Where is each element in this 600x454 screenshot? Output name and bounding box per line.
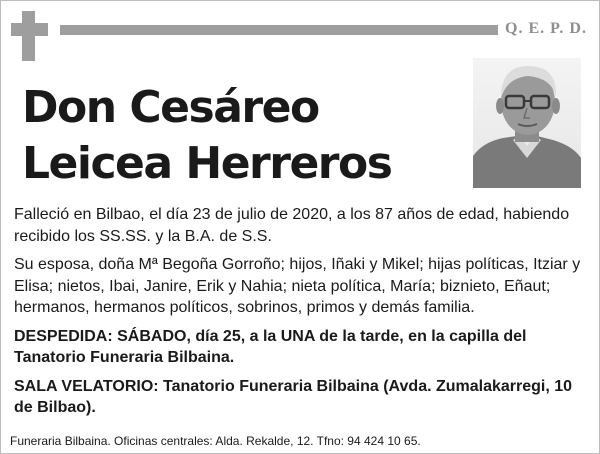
death-notice-paragraph: Falleció en Bilbao, el día 23 de julio de 2020, a los 87 años de edad, habiendo recibido los SS.SS. y la B.A. de S.S. bbox=[14, 206, 570, 245]
header-rule bbox=[60, 25, 498, 35]
funeral-home-footer: Funeraria Bilbaina. Oficinas centrales: Alda. Rekalde, 12. Tfno: 94 424 10 65. bbox=[10, 434, 421, 448]
family-paragraph: Su esposa, doña Mª Begoña Gorroño; hijos, Iñaki y Mikel; hijas políticas, Itziar y Elisa; nietos, Ibai, Janire, Erik y Nahia; nieta política, María; biznieto, Eñaut; hermanos, hermanos políticos, sobrinos, primos y demás familia. bbox=[14, 256, 581, 316]
deceased-photo bbox=[473, 58, 581, 188]
qepd-label: Q. E. P. D. bbox=[505, 20, 587, 37]
farewell-paragraph: DESPEDIDA: SÁBADO, día 25, a la UNA de la tarde, en la capilla del Tanatorio Funeraria Bilbaina. bbox=[14, 327, 527, 366]
wake-room-paragraph: SALA VELATORIO: Tanatorio Funeraria Bilbaina (Avda. Zumalakarregi, 10 de Bilbao). bbox=[14, 377, 573, 416]
name-line-1: Don Cesáreo bbox=[22, 82, 319, 133]
obituary-body bbox=[14, 204, 586, 426]
name-line-2: Leicea Herreros bbox=[22, 138, 392, 189]
deceased-name bbox=[22, 80, 391, 192]
